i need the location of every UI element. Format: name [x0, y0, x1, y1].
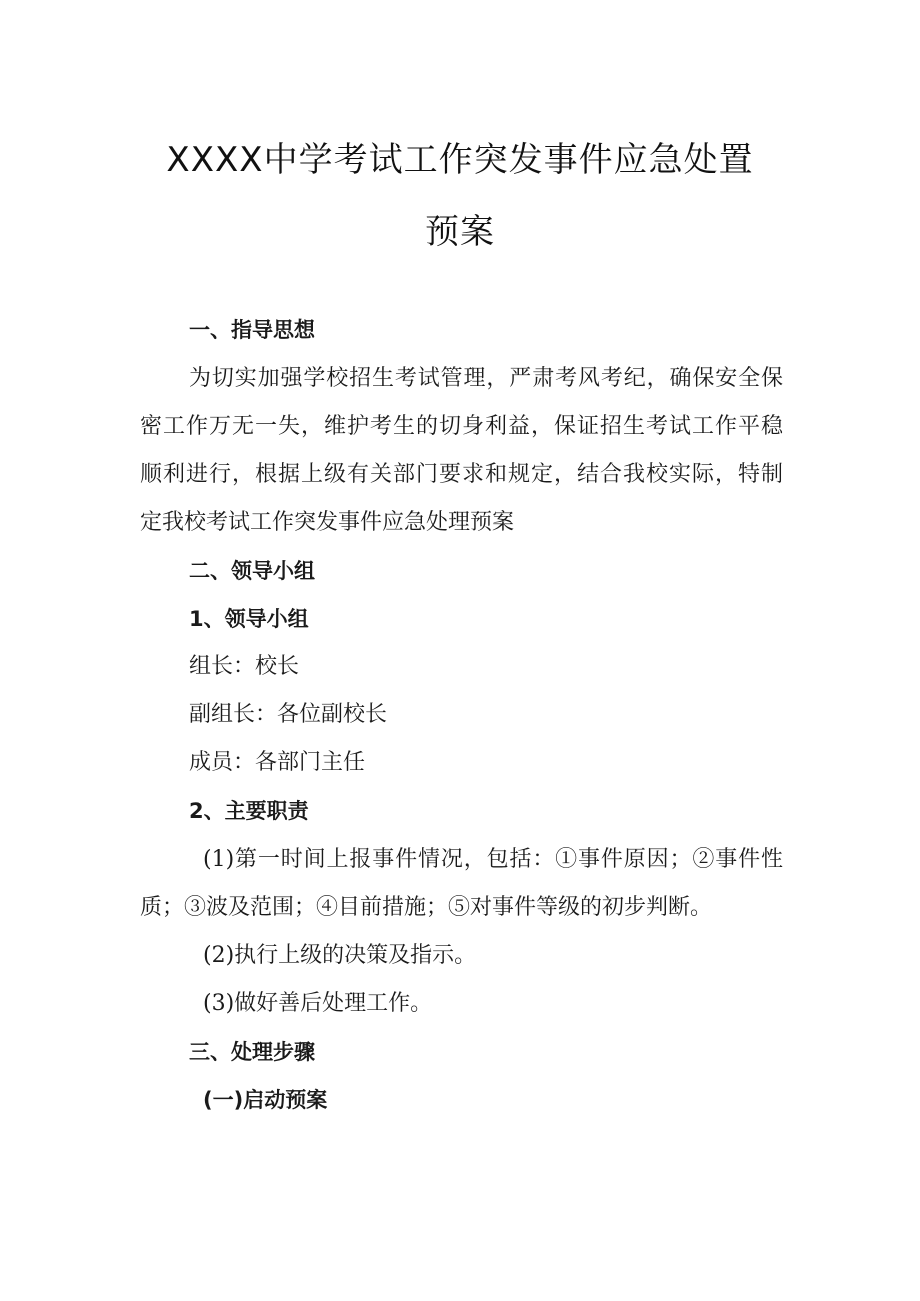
duty-2-line: (2)执行上级的决策及指示。 — [203, 943, 477, 968]
subheading-activate-plan: (一)启动预案 — [203, 1088, 328, 1112]
deputy-leader-line: 副组长：各位副校长 — [189, 702, 388, 727]
leader-line: 组长：校长 — [189, 654, 300, 679]
paragraph-line-4: 定我校考试工作突发事件应急处理预案 — [140, 510, 515, 535]
section-heading-guiding-ideology: 一、指导思想 — [189, 318, 315, 342]
duty-1-line-1: (1)第一时间上报事件情况，包括：①事件原因；②事件性 — [203, 847, 783, 872]
duty-1-line-2: 质；③波及范围；④目前措施；⑤对事件等级的初步判断。 — [140, 895, 713, 920]
document-title-line-1: XXXX中学考试工作突发事件应急处置 — [166, 140, 754, 180]
section-heading-handling-steps: 三、处理步骤 — [189, 1040, 315, 1064]
section-heading-leadership-group: 二、领导小组 — [189, 559, 315, 583]
document-title-line-2: 预案 — [425, 212, 495, 252]
duty-3-line: (3)做好善后处理工作。 — [203, 991, 433, 1016]
paragraph-line-1: 为切实加强学校招生考试管理，严肃考风考纪，确保安全保 — [189, 366, 783, 391]
paragraph-line-3: 顺利进行，根据上级有关部门要求和规定，结合我校实际，特制 — [140, 462, 783, 487]
members-line: 成员：各部门主任 — [189, 750, 366, 775]
subheading-main-duties: 2、主要职责 — [189, 799, 309, 823]
paragraph-line-2: 密工作万无一失，维护考生的切身利益，保证招生考试工作平稳 — [140, 414, 783, 439]
subheading-leadership-group: 1、领导小组 — [189, 607, 309, 631]
